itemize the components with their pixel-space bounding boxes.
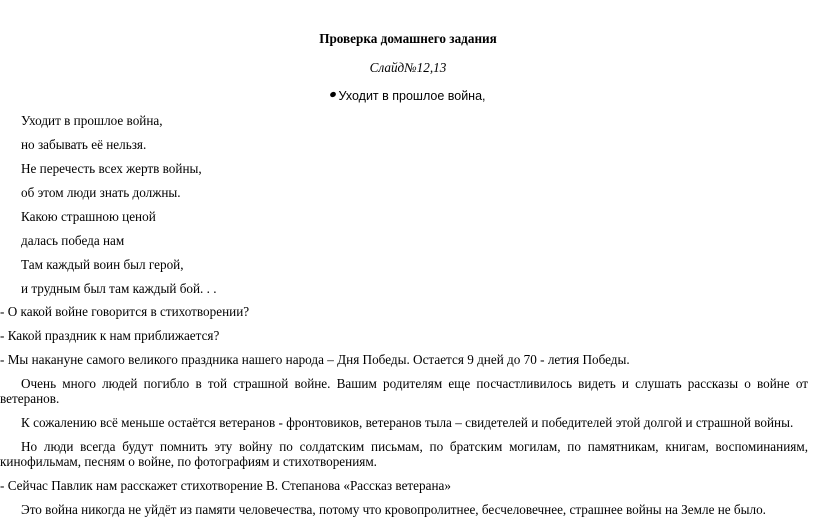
bullet-item <box>0 89 816 104</box>
bullet-icon <box>330 91 338 98</box>
paragraph-never-forget: Это война никогда не уйдёт из памяти человечества, потому что кровопролитнее, бесчеловечнее, страшнее войны на Земле не было. <box>21 502 766 517</box>
document-title: Проверка домашнего задания <box>319 31 497 46</box>
paragraph-veterans: К сожалению всё меньше остаётся ветеранов - фронтовиков, ветеранов тыла – свидетелей и победителей этой долгой и страшной войны. <box>21 415 794 430</box>
paragraph-many-people: Очень много людей погибло в той страшной войне. Вашим родителям еще посчастливилось видеть и слушать рассказы о войне от ветеранов. <box>0 376 808 406</box>
poem-line: Не перечесть всех жертв войны, <box>21 161 202 176</box>
poem-line: Какою страшною ценой <box>21 209 156 224</box>
question-2: - Какой праздник к нам приближается? <box>0 328 220 343</box>
bullet-item-text: Уходит в прошлое война, <box>338 89 486 103</box>
poem-line: далась победа нам <box>21 233 125 248</box>
paragraph-memory: Но люди всегда будут помнить эту войну по солдатским письмам, по братским могилам, по памятникам, книгам, воспоминаниям, кинофильмам, песням о войне, по фотографиям и стихотворениям. <box>0 439 808 469</box>
poem-line: об этом люди знать должны. <box>21 185 181 200</box>
poem-line: и трудным был там каждый бой. . . <box>21 281 217 296</box>
question-1: - О какой войне говорится в стихотворении? <box>0 304 250 319</box>
document-subtitle: Слайд№12,13 <box>369 60 447 75</box>
paragraph-victory-day: - Мы накануне самого великого праздника нашего народа – Дня Победы. Остается 9 дней до 70 - летия Победы. <box>0 352 630 367</box>
poem-line: но забывать её нельзя. <box>21 137 147 152</box>
poem-line: Там каждый воин был герой, <box>21 257 184 272</box>
poem-line: Уходит в прошлое война, <box>21 113 163 128</box>
paragraph-pavlik: - Сейчас Павлик нам расскажет стихотворение В. Степанова «Рассказ ветерана» <box>0 478 451 493</box>
